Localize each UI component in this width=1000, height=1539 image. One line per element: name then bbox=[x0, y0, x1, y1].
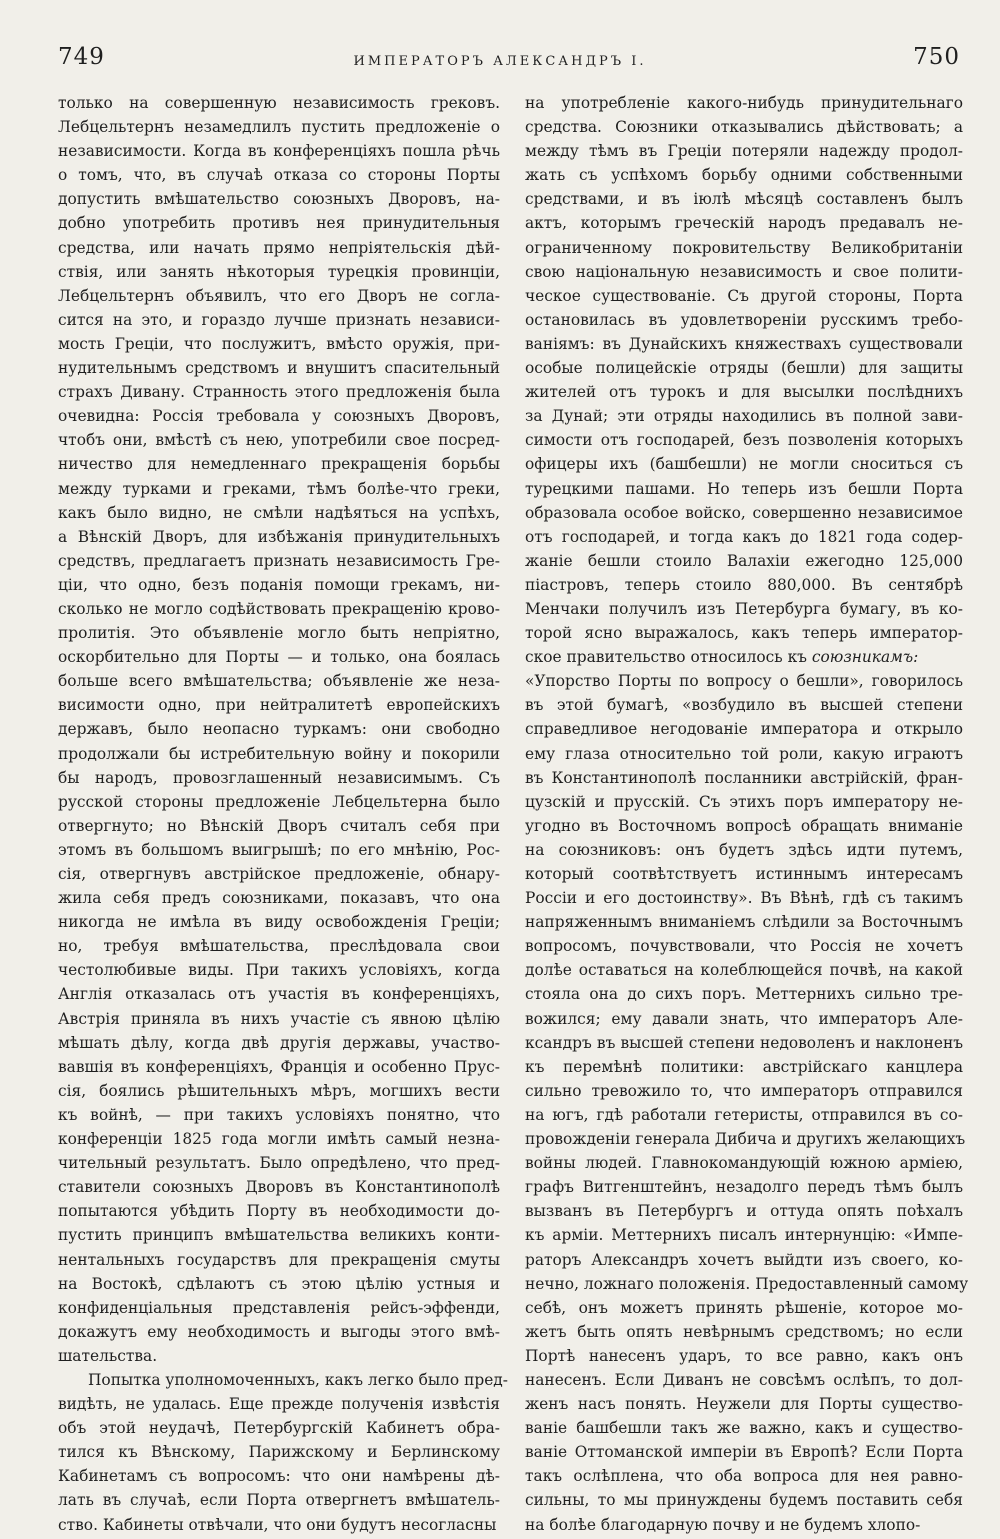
text-line: конференціи 1825 года могли имѣть самый незна- bbox=[58, 1130, 500, 1149]
text-line: средства. Союзники отказывались дѣйствовать; а bbox=[525, 118, 963, 137]
text-line: себѣ, онъ можетъ принять рѣшеніе, которое мо- bbox=[525, 1298, 963, 1317]
text-line: честолюбивые виды. При такихъ условіяхъ, когда bbox=[58, 961, 500, 980]
text-line: русской стороны предложеніе Лебцельтерна было bbox=[58, 792, 500, 811]
text-line: Россіи и его достоинству». Въ Вѣнѣ, гдѣ съ такимъ bbox=[525, 889, 963, 908]
text-line: бы народъ, провозглашенный независимымъ. Съ bbox=[58, 768, 500, 787]
text-line: Портѣ нанесенъ ударъ, то все равно, какъ онъ bbox=[525, 1346, 963, 1365]
text-line: ему глаза относительно той роли, какую играютъ bbox=[525, 744, 963, 763]
page-number-right: 750 bbox=[913, 44, 960, 70]
text-line: какъ было видно, не смѣли надѣяться на успѣхъ, bbox=[58, 503, 500, 522]
text-line: «Упорство Порты по вопросу о бешли», говорилось bbox=[525, 672, 963, 691]
text-line: Кабинетамъ съ вопросомъ: что они намѣрены дѣ- bbox=[58, 1467, 500, 1486]
text-line: сія, боялись рѣшительныхъ мѣръ, могшихъ вести bbox=[58, 1081, 500, 1100]
running-title: ИМПЕРАТОРЪ АЛЕКСАНДРЪ I. bbox=[353, 54, 647, 69]
text-line: шательства. bbox=[58, 1346, 158, 1365]
text-line: ціи, что одно, безъ поданія помощи грекамъ, ни- bbox=[58, 575, 500, 594]
text-line: къ войнѣ, — при такихъ условіяхъ понятно, что bbox=[58, 1105, 500, 1124]
text-line: Попытка уполномоченныхъ, какъ легко было пред- bbox=[88, 1370, 508, 1389]
text-line: пролитія. Это объявленіе могло быть непріятно, bbox=[58, 624, 500, 643]
text-line: симости отъ господарей, безъ позволенія которыхъ bbox=[525, 431, 963, 450]
text-line: ксандръ въ высшей степени недоволенъ и наклоненъ bbox=[525, 1033, 963, 1052]
text-line: страхъ Дивану. Странность этого предложенія была bbox=[58, 383, 500, 402]
text-line: особые полицейскіе отряды (бешли) для защиты bbox=[525, 359, 963, 378]
text-line: вавшія въ конференціяхъ, Франція и особенно Прус- bbox=[58, 1057, 500, 1076]
text-line: угодно въ Восточномъ вопросѣ обращать вниманіе bbox=[525, 816, 963, 835]
text-line: нанесенъ. Если Диванъ не совсѣмъ ослѣпъ, то дол- bbox=[525, 1370, 963, 1389]
text-line: ваніе Оттоманской имперіи въ Европѣ? Если Порта bbox=[525, 1443, 963, 1462]
text-line: жетъ быть опять невѣрнымъ средствомъ; но если bbox=[525, 1322, 963, 1341]
text-line: долѣе оставаться на колеблющейся почвѣ, на какой bbox=[525, 961, 963, 980]
left-text-column bbox=[58, 91, 508, 1537]
text-line: Англія отказалась отъ участія въ конференціяхъ, bbox=[58, 985, 500, 1004]
text-line: больше всего вмѣшательства; объявленіе же неза- bbox=[58, 672, 500, 691]
page-header bbox=[0, 44, 1000, 84]
text-line: къ арміи. Меттернихъ писалъ интернунцію: «Импе- bbox=[525, 1226, 963, 1245]
text-line: ваніямъ: въ Дунайскихъ княжествахъ существовали bbox=[525, 334, 963, 353]
text-line: войны людей. Главнокомандующій южною арміею, bbox=[525, 1154, 963, 1173]
text-line: ставители союзныхъ Дворовъ въ Константинополѣ bbox=[58, 1178, 500, 1197]
text-line: между турками и греками, тѣмъ болѣе-что греки, bbox=[58, 479, 500, 498]
text-line: мѣшать дѣлу, когда двѣ другія державы, участво- bbox=[58, 1033, 500, 1052]
text-line: продолжали бы истребительную войну и покорили bbox=[58, 744, 500, 763]
text-line: ограниченному покровительству Великобританіи bbox=[525, 238, 963, 257]
text-line: къ перемѣнѣ политики: австрійскаго канцлера bbox=[525, 1057, 963, 1076]
text-line: очевидна: Россія требовала у союзныхъ Дворовъ, bbox=[58, 407, 500, 426]
text-line: а Вѣнскій Дворъ, для избѣжанія принудительныхъ bbox=[58, 527, 500, 546]
text-line: державъ, было неопасно туркамъ: они свободно bbox=[58, 720, 500, 739]
text-line: за Дунай; эти отряды находились въ полной зави- bbox=[525, 407, 963, 426]
text-line: нечно, ложнаго положенія. Предоставленный самому bbox=[525, 1274, 969, 1293]
text-line: но, требуя вмѣшательства, преслѣдовала свои bbox=[58, 937, 500, 956]
text-line-part: ское правительство относилось къ bbox=[525, 648, 807, 667]
text-line: стояла она до сихъ поръ. Меттернихъ сильно тре- bbox=[525, 985, 963, 1004]
page-number-left: 749 bbox=[58, 44, 105, 70]
text-line: на употребленіе какого-нибудь принудительнаго bbox=[525, 94, 963, 112]
text-line: видѣть, не удалась. Еще прежде полученія извѣстія bbox=[58, 1395, 500, 1414]
text-line: сильно тревожило то, что императоръ отправился bbox=[525, 1081, 963, 1100]
text-line: средствами, и въ іюлѣ мѣсяцѣ составленъ былъ bbox=[525, 190, 963, 209]
text-line: справедливое негодованіе императора и открыло bbox=[525, 720, 963, 739]
text-line: конфиденціальныя представленія рейсъ-эффенди, bbox=[58, 1298, 500, 1317]
text-line: попытаются убѣдить Порту въ необходимости до- bbox=[58, 1202, 500, 1221]
text-line bbox=[525, 645, 963, 669]
text-line: жать съ успѣхомъ борьбу одними собственными bbox=[525, 166, 963, 185]
text-line: нудительнымъ средствомъ и внушитъ спасительный bbox=[58, 359, 500, 378]
text-line: сильны, то мы принуждены будемъ поставить себя bbox=[525, 1491, 963, 1510]
text-line: сится на это, и гораздо лучше признать независи- bbox=[58, 310, 500, 329]
text-line: допустить вмѣшательство союзныхъ Дворовъ, на- bbox=[58, 190, 500, 209]
text-line: Менчаки получилъ изъ Петербурга бумагу, въ ко- bbox=[525, 599, 963, 618]
text-line: вызванъ въ Петербургъ и оттуда опять поѣхалъ bbox=[525, 1202, 963, 1221]
text-line: только на совершенную независимость грековъ. bbox=[58, 94, 500, 112]
text-line: торой ясно выражалось, какъ теперь император- bbox=[525, 624, 963, 643]
text-line: о томъ, что, въ случаѣ отказа со стороны Порты bbox=[58, 166, 500, 185]
right-text-column bbox=[525, 91, 969, 1537]
text-line: висимости одно, при нейтралитетѣ европейскихъ bbox=[58, 696, 500, 715]
text-line: ство. Кабинеты отвѣчали, что они будутъ несогласны bbox=[58, 1515, 497, 1534]
text-line: на болѣе благодарную почву и не будемъ хлопо- bbox=[525, 1515, 921, 1534]
text-line: сколько не могло содѣйствовать прекращенію крово- bbox=[58, 599, 500, 618]
text-line: отвергнуто; но Вѣнскій Дворъ считалъ себя при bbox=[58, 816, 500, 835]
text-line: отъ господарей, и тогда какъ до 1821 года содер- bbox=[525, 527, 963, 546]
text-line: который соотвѣтствуетъ истиннымъ интересамъ bbox=[525, 865, 963, 883]
text-line: Австрія приняла въ нихъ участіе съ явною цѣлію bbox=[58, 1009, 500, 1028]
text-line: такъ ослѣплена, что оба вопроса для нея равно- bbox=[525, 1467, 963, 1486]
text-line: раторъ Александръ хочетъ выйдти изъ своего, ко- bbox=[525, 1250, 963, 1269]
text-line: провожденіи генерала Дибича и другихъ желающихъ bbox=[525, 1130, 966, 1149]
text-line: ваніе башбешли такъ же важно, какъ и существо- bbox=[525, 1419, 963, 1438]
text-line: независимости. Когда въ конференціяхъ пошла рѣчь bbox=[58, 142, 500, 161]
text-line: на Востокѣ, сдѣлаютъ съ этою цѣлію устныя и bbox=[58, 1274, 500, 1293]
text-line: ствія, или занять нѣкоторыя турецкія провинціи, bbox=[58, 262, 500, 281]
text-line: докажутъ ему необходимость и выгоды этого вмѣ- bbox=[58, 1322, 500, 1341]
text-line: остановилась въ удовлетвореніи русскимъ требо- bbox=[525, 310, 963, 329]
text-line: жителей отъ турокъ и для высылки послѣднихъ bbox=[525, 383, 963, 402]
text-line: турецкими пашами. Но теперь изъ бешли Порта bbox=[525, 479, 963, 498]
text-line: графъ Витгенштейнъ, незадолго передъ тѣмъ былъ bbox=[525, 1178, 963, 1197]
text-line: лать въ случаѣ, если Порта отвергнетъ вмѣшатель- bbox=[58, 1491, 500, 1510]
text-line: вожился; ему давали знать, что императоръ Але- bbox=[525, 1009, 963, 1028]
text-line: въ Константинополѣ посланники австрійскій, фран- bbox=[525, 768, 963, 787]
text-line: оскорбительно для Порты — и только, она боялась bbox=[58, 648, 500, 667]
text-line: на югъ, гдѣ работали гетеристы, отправился въ со- bbox=[525, 1105, 963, 1124]
text-line: цузскій и прусскій. Съ этихъ поръ императору не- bbox=[525, 792, 963, 811]
text-line: чительный результатъ. Было опредѣлено, что пред- bbox=[58, 1154, 500, 1173]
text-line: Лебцельтернъ незамедлилъ пустить предложеніе о bbox=[58, 118, 500, 137]
text-line: никогда не имѣла въ виду освобожденія Греціи; bbox=[58, 913, 500, 932]
text-line: актъ, которымъ греческій народъ предавалъ не- bbox=[525, 214, 963, 233]
text-line: жила себя предъ союзниками, показавъ, что она bbox=[58, 889, 500, 908]
text-line: чтобъ они, вмѣстѣ съ нею, употребили свое посред- bbox=[58, 431, 500, 450]
text-line: ческое существованіе. Съ другой стороны, Порта bbox=[525, 286, 963, 305]
text-line: тился къ Вѣнскому, Парижскому и Берлинскому bbox=[58, 1443, 500, 1462]
text-line: между тѣмъ въ Греціи потеряли надежду продол- bbox=[525, 142, 963, 161]
text-line: въ этой бумагѣ, «возбудило въ высшей степени bbox=[525, 696, 963, 715]
text-line: образовала особое войско, совершенно независимое bbox=[525, 503, 963, 522]
text-line: средствъ, предлагаетъ признать независимость Гре- bbox=[58, 551, 500, 570]
text-line: на союзниковъ: онъ будетъ здѣсь идти путемъ, bbox=[525, 840, 963, 859]
text-line: нентальныхъ государствъ для прекращенія смуты bbox=[58, 1250, 500, 1269]
text-line: сія, отвергнувъ австрійское предложеніе, обнару- bbox=[58, 865, 500, 883]
italic-word: союзникамъ: bbox=[811, 648, 919, 667]
text-line: жаніе бешли стоило Валахіи ежегодно 125,000 bbox=[525, 551, 963, 570]
text-line: женъ насъ понять. Неужели для Порты существо- bbox=[525, 1395, 963, 1414]
text-line: свою національную независимость и свое полити- bbox=[525, 262, 963, 281]
text-line: піастровъ, теперь стоило 880,000. Въ сентябрѣ bbox=[525, 575, 963, 594]
text-line: Лебцельтернъ объявилъ, что его Дворъ не согла- bbox=[58, 286, 500, 305]
text-line: офицеры ихъ (башбешли) не могли сноситься съ bbox=[525, 455, 963, 474]
text-line: объ этой неудачѣ, Петербургскій Кабинетъ обра- bbox=[58, 1419, 500, 1438]
text-line: вопросомъ, почувствовали, что Россія не хочетъ bbox=[525, 937, 963, 956]
text-line: этомъ въ большомъ выигрышѣ; по его мнѣнію, Рос- bbox=[58, 840, 500, 859]
text-line: добно употребить противъ нея принудительныя bbox=[58, 214, 500, 233]
text-line: ничество для немедленнаго прекращенія борьбы bbox=[58, 455, 500, 474]
text-line: пустить принципъ вмѣшательства великихъ конти- bbox=[58, 1226, 500, 1245]
text-line: мость Греціи, что послужитъ, вмѣсто оружія, при- bbox=[58, 334, 500, 353]
text-line: средства, или начать прямо непріятельскія дѣй- bbox=[58, 238, 500, 257]
text-line: напряженнымъ вниманіемъ слѣдили за Восточнымъ bbox=[525, 913, 963, 932]
